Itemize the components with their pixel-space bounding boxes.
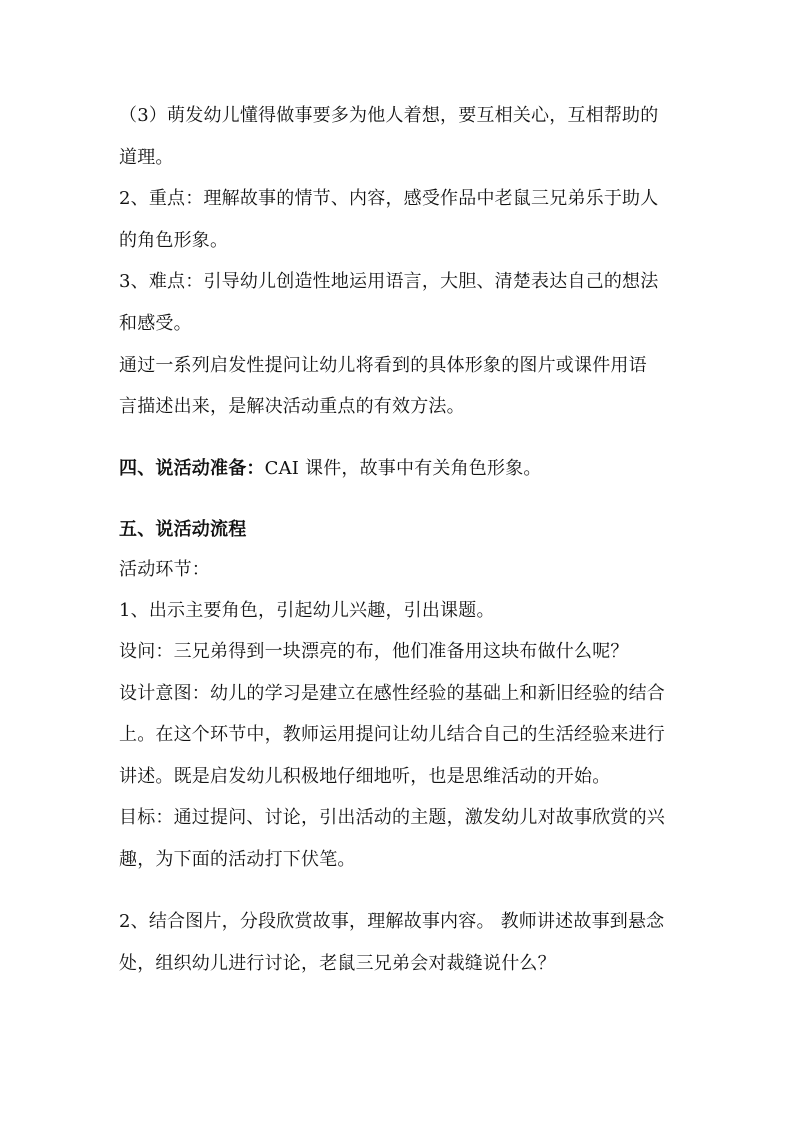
key-point-line-2: 的角色形象。 <box>119 230 229 251</box>
method-line-2: 言描述出来，是解决活动重点的有效方法。 <box>119 396 465 417</box>
step-1-intent-line-2: 上。在这个环节中，教师运用提问让幼儿结合自己的生活经验来进行 <box>119 724 665 745</box>
step-2-line-1: 2、结合图片，分段欣赏故事，理解故事内容。 教师讲述故事到悬念 <box>119 911 665 932</box>
section-5-subheading: 活动环节： <box>119 559 210 580</box>
step-1-title: 1、出示主要角色，引起幼儿兴趣，引出课题。 <box>119 600 495 621</box>
section-5-heading: 五、说活动流程 <box>119 519 247 540</box>
objective-3-line-1: （3）萌发幼儿懂得做事要多为他人着想，要互相关心，互相帮助的 <box>119 105 659 126</box>
step-2-line-2: 处，组织幼儿进行讨论，老鼠三兄弟会对裁缝说什么？ <box>119 953 556 974</box>
section-4-heading: 四、说活动准备： <box>119 458 265 479</box>
section-4-text: CAI 课件，故事中有关角色形象。 <box>264 458 542 479</box>
objective-3-line-2: 道理。 <box>119 147 174 168</box>
key-point-line-1: 2、重点：理解故事的情节、内容，感受作品中老鼠三兄弟乐于助人 <box>119 188 659 209</box>
step-1-intent-line-3: 讲述。既是启发幼儿积极地仔细地听，也是思维活动的开始。 <box>119 766 611 787</box>
step-1-intent-line-1: 设计意图：幼儿的学习是建立在感性经验的基础上和新旧经验的结合 <box>119 683 665 704</box>
method-line-1: 通过一系列启发性提问让幼儿将看到的具体形象的图片或课件用语 <box>119 355 647 376</box>
difficulty-line-1: 3、难点：引导幼儿创造性地运用语言，大胆、清楚表达自己的想法 <box>119 271 659 292</box>
difficulty-line-2: 和感受。 <box>119 313 192 334</box>
section-4-line <box>119 457 679 481</box>
step-1-question: 设问：三兄弟得到一块漂亮的布，他们准备用这块布做什么呢？ <box>119 641 629 662</box>
step-1-goal-line-1: 目标：通过提问、讨论，引出活动的主题，激发幼儿对故事欣赏的兴 <box>119 807 665 828</box>
step-1-goal-line-2: 趣，为下面的活动打下伏笔。 <box>119 849 356 870</box>
